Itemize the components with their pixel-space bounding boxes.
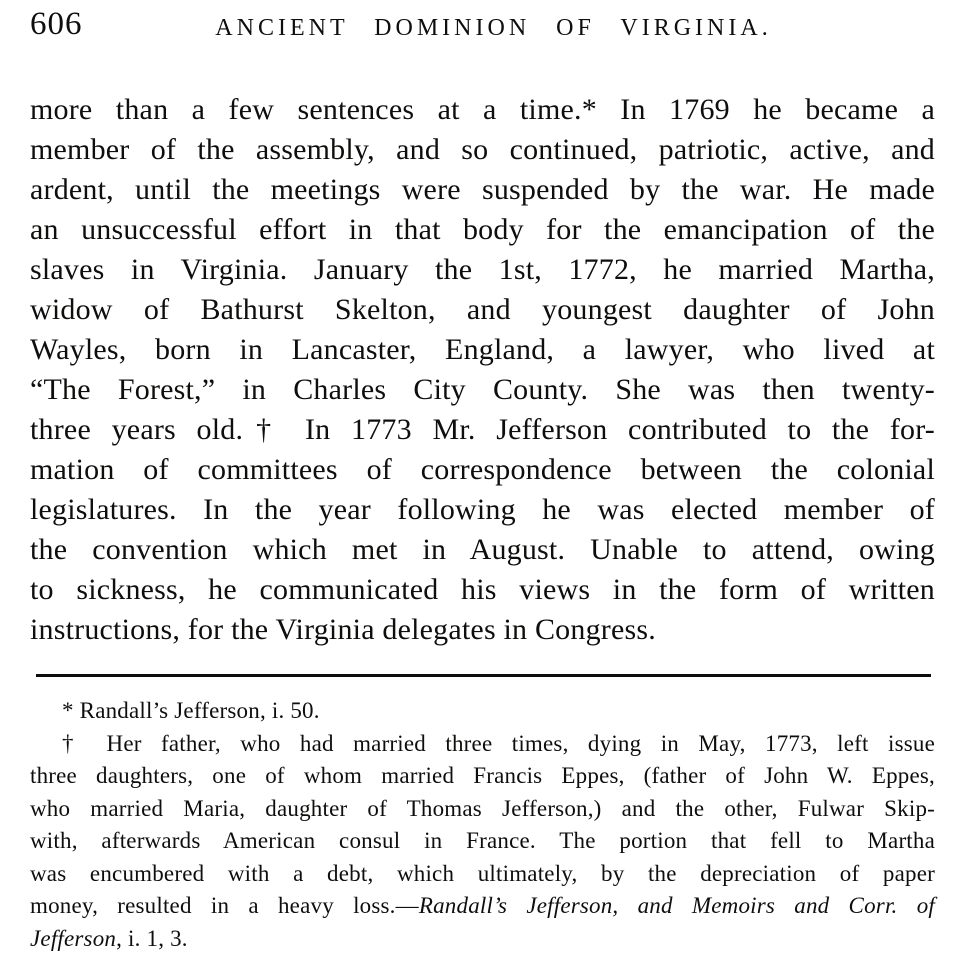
page-number: 606 [30, 6, 83, 42]
footnote-dagger-citation-line [30, 890, 935, 923]
page-header [0, 0, 969, 56]
footnote-dagger-line: † Her father, who had married three times, dying in May, 1773, left issue [62, 730, 935, 756]
body-line: to sickness, he communicated his views in the form of written [30, 573, 935, 606]
body-line: three years old.† In 1773 Mr. Jefferson contributed to the for- [30, 413, 935, 446]
body-line-last: instructions, for the Virginia delegates in Congress. [30, 613, 656, 646]
citation-page-ref: , i. 1, 3. [116, 925, 188, 951]
footnote-dagger-line: was encumbered with a debt, which ultimately, by the depreciation of paper [30, 860, 935, 886]
body-line: member of the assembly, and so continued, patriotic, active, and [30, 133, 935, 166]
citation-title-italic: Jefferson [30, 925, 117, 951]
body-line: “The Forest,” in Charles City County. She was then twenty- [30, 373, 935, 406]
body-line: ardent, until the meetings were suspended by the war. He made [30, 173, 935, 206]
body-line: an unsuccessful effort in that body for the emancipation of the [30, 213, 935, 246]
body-line: slaves in Virginia. January the 1st, 1772, he married Martha, [30, 253, 935, 286]
footnotes-section [30, 695, 935, 955]
citation-lead-text: money, resulted in a heavy loss.— [30, 893, 419, 918]
body-line: more than a few sentences at a time.* In 1769 he became a [30, 93, 935, 126]
running-title: ANCIENT DOMINION OF VIRGINIA. [215, 15, 772, 41]
footnote-dagger-line: with, afterwards American consul in France. The portion that fell to Martha [30, 828, 935, 853]
body-line: the convention which met in August. Unable to attend, owing [30, 533, 935, 566]
body-line: Wayles, born in Lancaster, England, a lawyer, who lived at [30, 333, 935, 366]
footnote-asterisk: * Randall’s Jefferson, i. 50. [62, 698, 320, 723]
footnote-separator-rule [36, 674, 931, 677]
footnote-dagger-last-line [30, 923, 935, 956]
main-paragraph [30, 90, 935, 650]
citation-title-italic: Randall’s Jefferson, and Memoirs and Corr. of [418, 893, 935, 918]
body-line: mation of committees of correspondence between the colonial [30, 453, 935, 486]
body-line: widow of Bathurst Skelton, and youngest daughter of John [30, 293, 935, 326]
footnote-dagger-line: three daughters, one of whom married Francis Eppes, (father of John W. Eppes, [30, 763, 935, 788]
body-line: legislatures. In the year following he was elected member of [30, 493, 935, 526]
footnote-dagger-line: who married Maria, daughter of Thomas Jefferson,) and the other, Fulwar Skip- [30, 795, 935, 821]
